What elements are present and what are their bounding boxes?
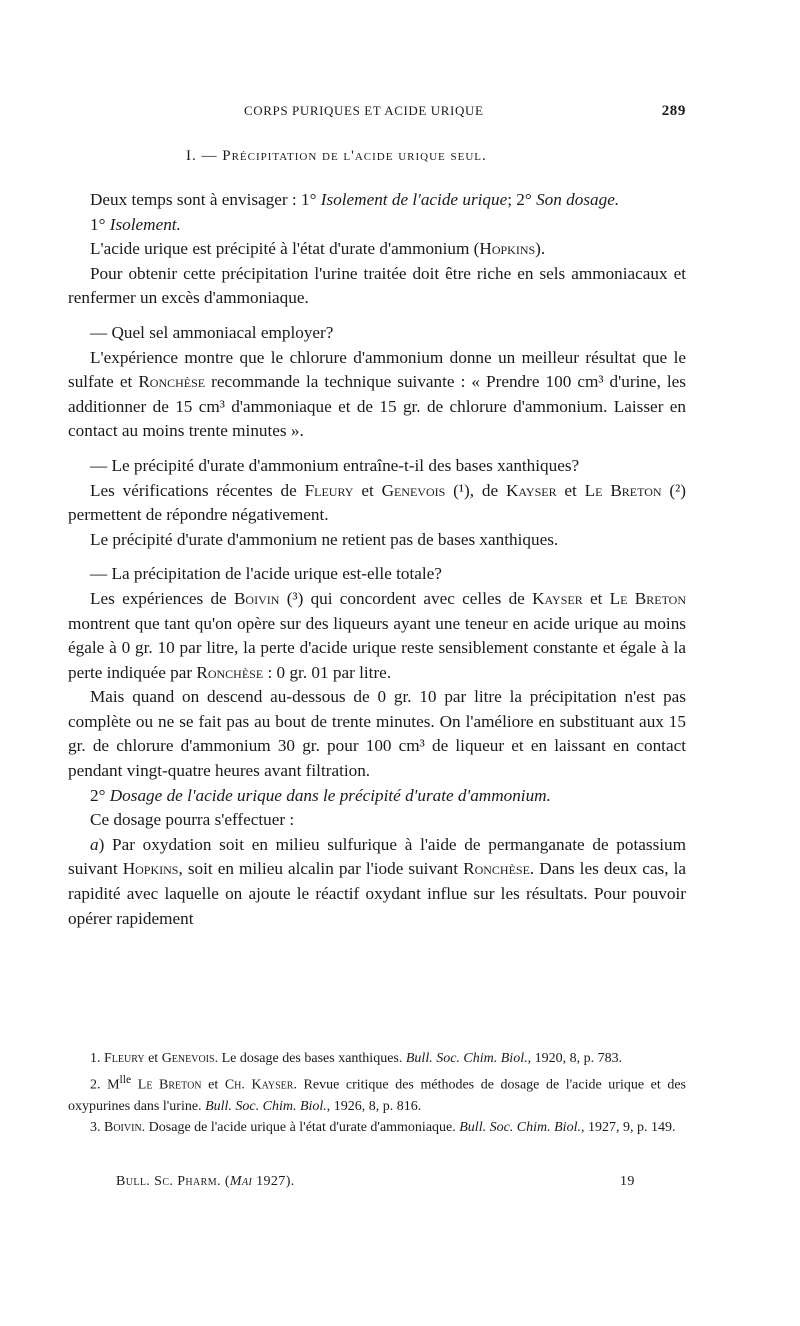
paragraph: Deux temps sont à envisager : 1° Isolement de l'acide urique; 2° Son dosage. <box>90 190 620 209</box>
paragraph: Le précipité d'urate d'ammonium ne retient pas de bases xanthiques. <box>90 529 559 549</box>
section-number: I. — <box>186 148 218 164</box>
page-number: 289 <box>661 103 686 119</box>
running-head: CORPS PURIQUES ET ACIDE URIQUE <box>244 103 484 118</box>
page-footer <box>68 1174 686 1196</box>
paragraph: Les expériences de Boivin (³) qui concordent avec celles de Kayser et Le Breton montrent que tant qu'on opère sur des liqueurs ayant une teneur en acide urique au moins égale à 0 gr. 10 par litre, la perte d'acide urique reste sensiblement constante et égale à la perte indiquée par Ronchèse : 0 gr. 01 par litre. <box>68 588 687 682</box>
footnote: 3. Boivin. Dosage de l'acide urique à l'état d'urate d'ammoniaque. Bull. Soc. Chim. Biol., 1927, 9, p. 149. <box>90 1119 676 1135</box>
paragraph: Les vérifications récentes de Fleury et Genevois (¹), de Kayser et Le Breton (²) permettent de répondre négativement. <box>68 480 687 525</box>
question: — La précipitation de l'acide urique est-elle totale? <box>90 564 442 584</box>
footnote: 2. $M^{lle}$ Le Breton et Ch. Kayser. Revue critique des méthodes de dosage de l'acide urique et des oxypurines dans l'urine. Bull. Soc. Chim. Biol., 1926, 8, p. 816. <box>68 1073 686 1114</box>
body-text <box>68 188 686 931</box>
running-header <box>68 103 686 123</box>
paragraph: Mais quand on descend au-dessous de 0 gr. 10 par litre la précipitation n'est pas complète ou ne se fait pas au bout de trente minutes. On l'améliore en substituant aux 15 gr. de chlorure d'ammonium 30 gr. pour 100 cm³ de liqueur et en laissant en contact pendant vingt-quatre heures avant filtration. <box>68 687 686 781</box>
footnotes <box>68 1048 686 1138</box>
paragraph: L'acide urique est précipité à l'état d'urate d'ammonium (Hopkins). <box>90 239 546 259</box>
paragraph: L'expérience montre que le chlorure d'ammonium donne un meilleur résultat que le sulfate et Ronchèse recommande la technique suivante : « Prendre 100 cm³ d'urine, les additionner de 15 cm³ d'ammoniaque et de 15 gr. de chlorure d'ammonium. Laisser en contact au moins trente minutes ». <box>68 347 686 441</box>
subheading-isolement: 1° Isolement. <box>90 214 181 234</box>
journal-reference: Bull. Sc. Pharm. (Mai 1927). <box>116 1174 295 1189</box>
section-title <box>186 148 487 165</box>
question: — Le précipité d'urate d'ammonium entraîne-t-il des bases xanthiques? <box>90 455 580 475</box>
subheading-dosage: 2° Dosage de l'acide urique dans le précipité d'urate d'ammonium. <box>90 785 551 805</box>
footnote: 1. Fleury et Genevois. Le dosage des bases xanthiques. Bull. Soc. Chim. Biol., 1920, 8, p. 783. <box>90 1051 623 1066</box>
paragraph: a) Par oxydation soit en milieu sulfurique à l'aide de permanganate de potassium suivant Hopkins, soit en milieu alcalin par l'iode suivant Ronchèse. Dans les deux cas, la rapidité avec laquelle on ajoute le réactif oxydant influe sur les résultats. Pour pouvoir opérer rapidement <box>68 834 686 928</box>
paragraph: Pour obtenir cette précipitation l'urine traitée doit être riche en sels ammoniacaux et renfermer un excès d'ammoniaque. <box>68 263 686 308</box>
section-heading: Précipitation de l'acide urique seul. <box>222 148 487 164</box>
signature-mark: 19 <box>620 1174 635 1189</box>
question: — Quel sel ammoniacal employer? <box>90 322 334 342</box>
paragraph: Ce dosage pourra s'effectuer : <box>90 810 295 830</box>
